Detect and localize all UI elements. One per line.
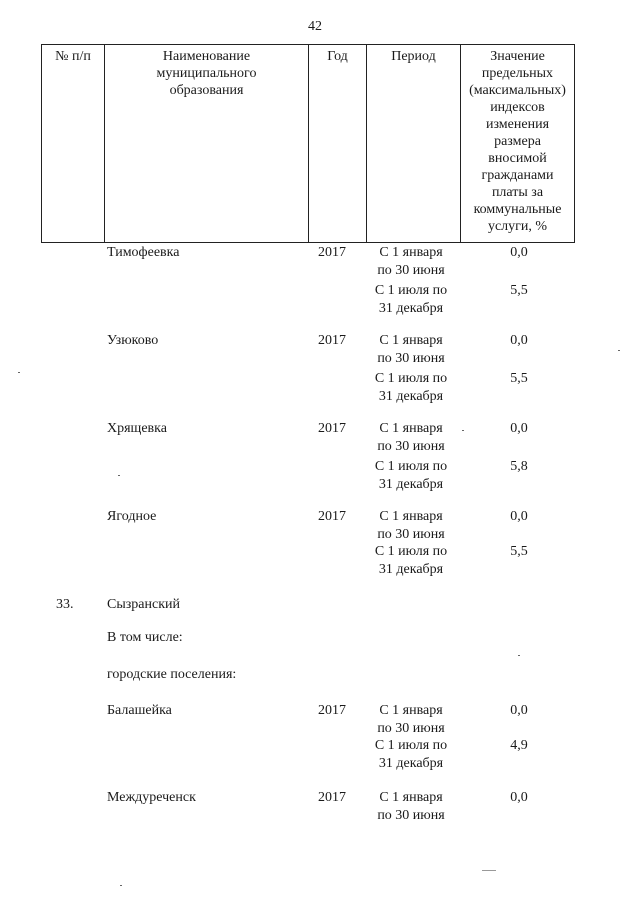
year-cell: 2017 [318,703,346,718]
period-first-half: С 1 января по 30 июня [377,421,445,454]
index-value: 5,5 [510,283,528,298]
municipality-name: Ягодное [107,509,157,524]
municipality-name: Тимофеевка [107,245,180,260]
index-value: 5,5 [510,544,528,559]
index-value: 4,9 [510,738,528,753]
scan-speck [482,870,496,871]
index-value: 0,0 [510,421,528,436]
index-value: 5,5 [510,371,528,386]
period-first-half: С 1 января по 30 июня [377,245,445,278]
district-name: Сызранский [107,597,180,612]
period-second-half: С 1 июля по 31 декабря [374,459,448,492]
page-number: 42 [308,19,322,34]
year-cell: 2017 [318,245,346,260]
scan-speck [120,885,122,886]
index-value: 5,8 [510,459,528,474]
period-second-half: С 1 июля по 31 декабря [374,283,448,316]
period-first-half: С 1 января по 30 июня [377,703,445,736]
year-cell: 2017 [318,790,346,805]
scan-speck [118,475,120,476]
year-cell: 2017 [318,421,346,436]
municipality-name: Хрящевка [107,421,167,436]
urban-settlements-label: городские поселения: [107,667,237,682]
header-year: Год [309,45,367,242]
year-cell: 2017 [318,509,346,524]
year-cell: 2017 [318,333,346,348]
period-first-half: С 1 января по 30 июня [377,509,445,542]
index-value: 0,0 [510,703,528,718]
header-municipality: Наименование муниципального образования [105,45,309,242]
municipality-name: Балашейка [107,703,172,718]
index-value: 0,0 [510,245,528,260]
index-value: 0,0 [510,333,528,348]
index-value: 0,0 [510,509,528,524]
including-label: В том числе: [107,630,183,645]
period-second-half: С 1 июля по 31 декабря [374,544,448,577]
municipality-name: Междуреченск [107,790,196,805]
scan-speck [618,350,620,351]
header-period: Период [367,45,461,242]
scan-speck [18,372,20,373]
municipality-name: Узюково [107,333,159,348]
header-number: № п/п [42,45,105,242]
scan-speck [462,430,464,431]
section-number: 33. [56,597,74,612]
period-first-half: С 1 января по 30 июня [377,790,445,823]
header-value: Значение предельных (максимальных) индексов изменения размера вносимой гражданами платы за коммунальные услуги, % [469,49,566,234]
index-value: 0,0 [510,790,528,805]
scan-speck [518,655,520,656]
period-first-half: С 1 января по 30 июня [377,333,445,366]
period-second-half: С 1 июля по 31 декабря [374,371,448,404]
table-header [41,44,575,243]
period-second-half: С 1 июля по 31 декабря [374,738,448,771]
